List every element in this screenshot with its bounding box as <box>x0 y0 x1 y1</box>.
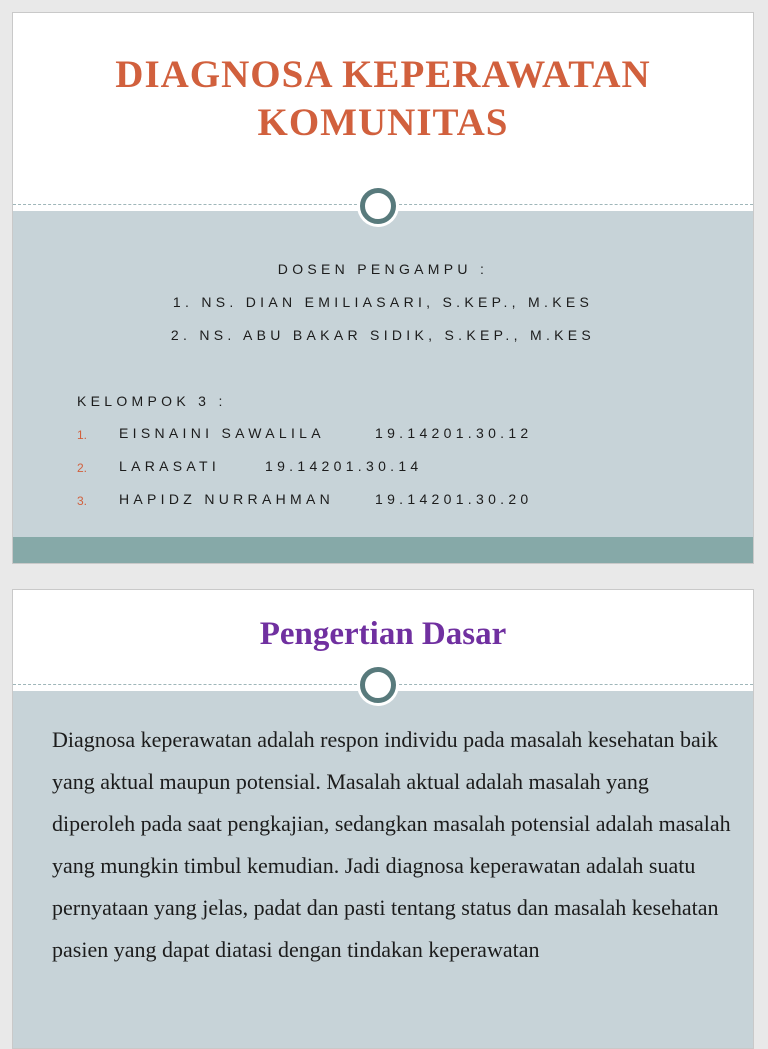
member-name: HAPIDZ NURRAHMAN <box>119 491 335 507</box>
member-name: LARASATI <box>119 458 221 474</box>
definition-paragraph: Diagnosa keperawatan adalah respon individu pada masalah kesehatan baik yang aktual maupun potensial. Masalah aktual adalah masalah yang diperoleh pada saat pengkajian, sedangkan masalah potensial adalah masalah yang mungkin timbul kemudian. Jadi diagnosa keperawatan adalah suatu pernyataan yang jelas, padat dan pasti tentang status dan masalah kesehatan pasien yang dapat diatasi dengan tindakan keperawatan <box>52 727 731 962</box>
title-slide <box>12 12 754 564</box>
member-nim: 19.14201.30.12 <box>375 425 533 441</box>
footer-band <box>13 537 753 564</box>
member-number: 1. <box>77 428 88 442</box>
circle-ring-icon <box>360 188 396 224</box>
slide-title: Pengertian Dasar <box>259 616 507 652</box>
dosen-heading: DOSEN PENGAMPU : <box>277 261 489 277</box>
circle-ring-icon <box>360 667 396 703</box>
member-nim: 19.14201.30.20 <box>375 491 533 507</box>
content-band <box>13 211 753 537</box>
kelompok-heading: KELOMPOK 3 : <box>77 393 227 409</box>
title-area <box>13 13 753 206</box>
dosen-item-2: 2. NS. ABU BAKAR SIDIK, S.KEP., M.KES <box>170 327 596 343</box>
member-nim: 19.14201.30.14 <box>265 458 423 474</box>
member-name: EISNAINI SAWALILA <box>119 425 325 441</box>
dosen-item-1: 1. NS. DIAN EMILIASARI, S.KEP., M.KES <box>172 294 594 310</box>
member-number: 2. <box>77 461 88 475</box>
content-slide <box>12 589 754 1049</box>
member-number: 3. <box>77 494 88 508</box>
slide-title: DIAGNOSA KEPERAWATAN KOMUNITAS <box>115 53 651 144</box>
